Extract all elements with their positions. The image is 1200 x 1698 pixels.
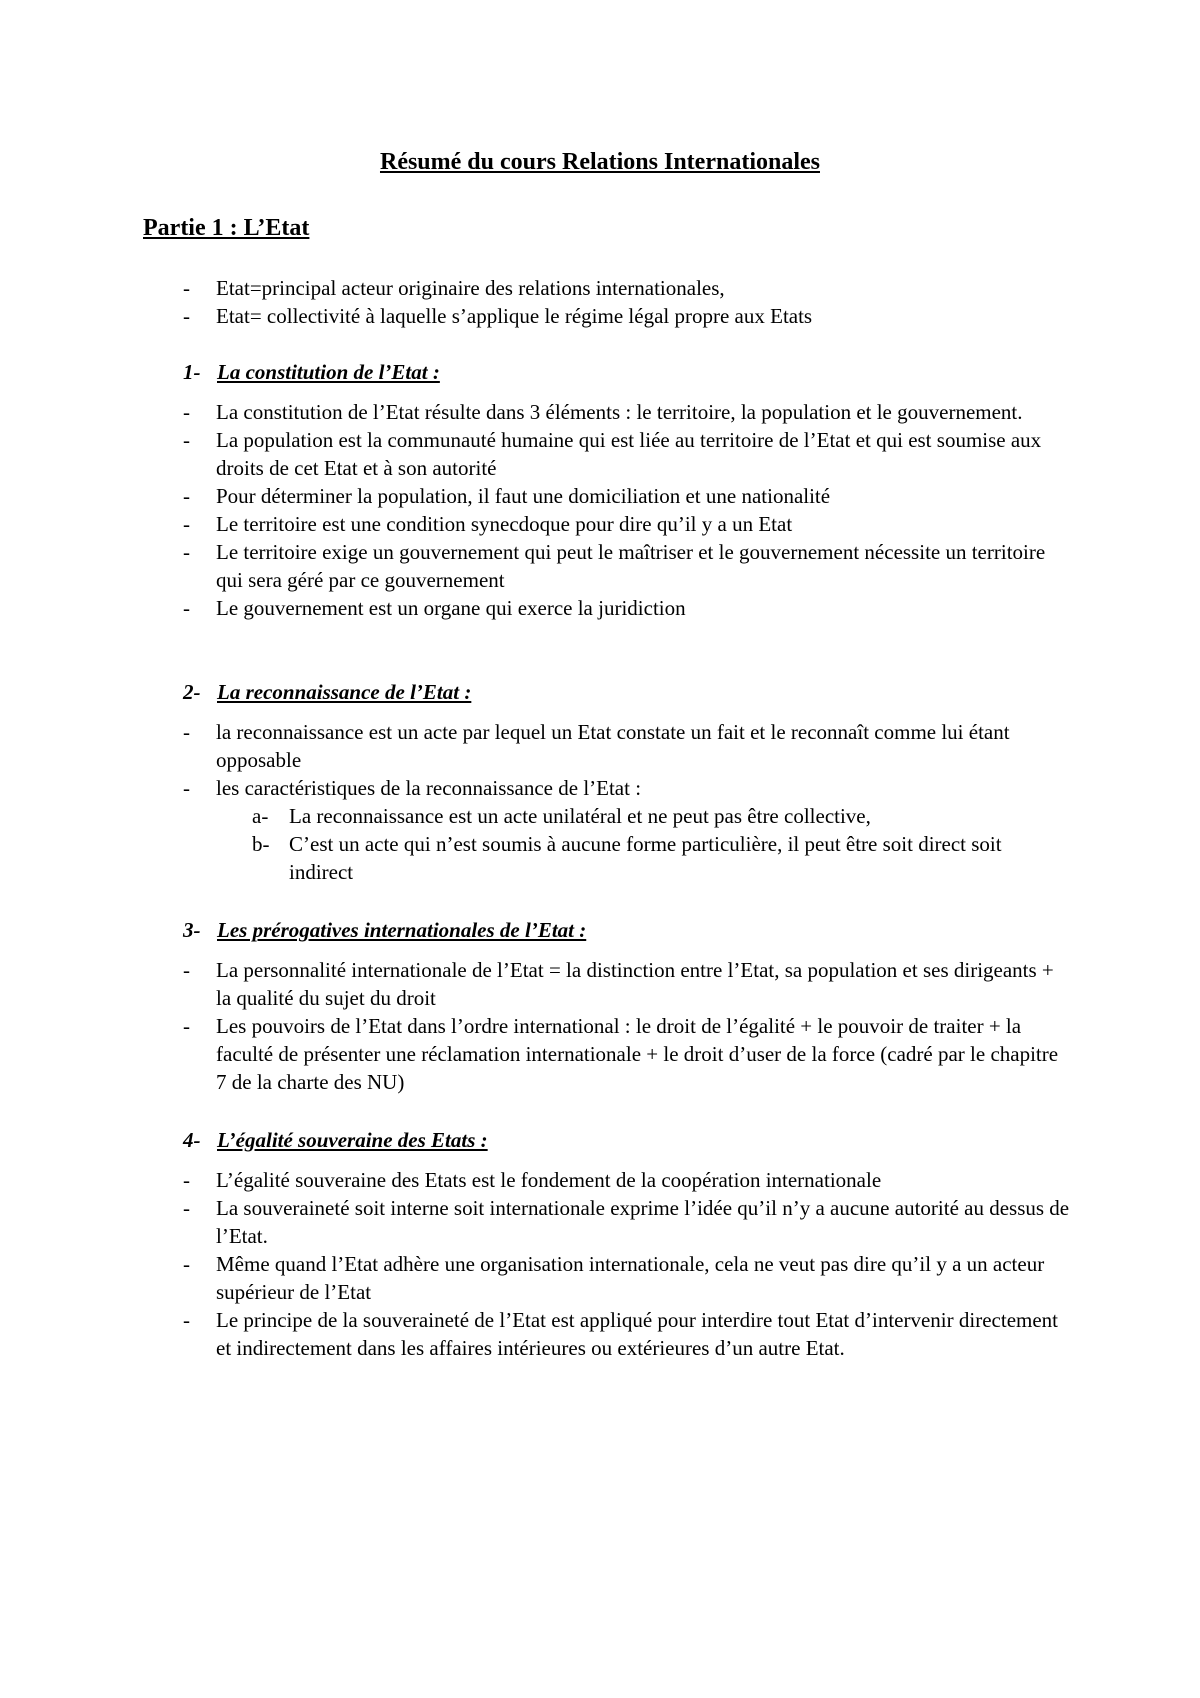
section-number: 4- bbox=[183, 1128, 201, 1152]
bullet-dash: - bbox=[183, 484, 190, 508]
list-item bbox=[0, 482, 1200, 510]
bullet-dash: - bbox=[183, 720, 190, 744]
section-heading-3 bbox=[183, 916, 586, 944]
list-item bbox=[0, 538, 1200, 594]
bullet-text: la reconnaissance est un acte par lequel un Etat constate un fait et le reconnaît comme lui étant opposable bbox=[216, 720, 1010, 772]
bullet-text: Le territoire est une condition synecdoque pour dire qu’il y a un Etat bbox=[216, 512, 793, 536]
bullet-text: Etat= collectivité à laquelle s’applique le régime légal propre aux Etats bbox=[216, 304, 813, 328]
sub-item-text: C’est un acte qui n’est soumis à aucune forme particulière, il peut être soit direct soit indirect bbox=[289, 832, 1002, 884]
bullet-dash: - bbox=[183, 540, 190, 564]
section-number: 2- bbox=[183, 680, 201, 704]
bullet-text: Le principe de la souveraineté de l’Etat est appliqué pour interdire tout Etat d’intervenir directement et indirectement dans les affaires intérieures ou extérieures d’un autre Etat. bbox=[216, 1308, 1058, 1360]
bullet-dash: - bbox=[183, 400, 190, 424]
section-heading-text: Les prérogatives internationales de l’Etat : bbox=[217, 918, 587, 942]
section-4-bullet-list bbox=[0, 1166, 1200, 1362]
bullet-text: Etat=principal acteur originaire des relations internationales, bbox=[216, 276, 725, 300]
list-item bbox=[0, 774, 1200, 802]
section-heading-text: L’égalité souveraine des Etats : bbox=[217, 1128, 488, 1152]
bullet-dash: - bbox=[183, 428, 190, 452]
bullet-text: Le territoire exige un gouvernement qui peut le maîtriser et le gouvernement nécessite un territoire qui sera géré par ce gouvernement bbox=[216, 540, 1046, 592]
bullet-text: les caractéristiques de la reconnaissance de l’Etat : bbox=[216, 776, 642, 800]
section-heading-4 bbox=[183, 1126, 488, 1154]
section-1-bullet-list bbox=[0, 398, 1200, 622]
list-item bbox=[0, 426, 1200, 482]
bullet-dash: - bbox=[183, 776, 190, 800]
section-2-bullet-list bbox=[0, 718, 1200, 886]
section-heading-text: La reconnaissance de l’Etat : bbox=[217, 680, 472, 704]
bullet-dash: - bbox=[183, 596, 190, 620]
bullet-text: La souveraineté soit interne soit internationale exprime l’idée qu’il n’y a aucune autorité au dessus de l’Etat. bbox=[216, 1196, 1070, 1248]
list-item bbox=[0, 274, 1200, 302]
sub-item-text: La reconnaissance est un acte unilatéral et ne peut pas être collective, bbox=[289, 804, 871, 828]
list-item bbox=[0, 718, 1200, 774]
section-heading-text: La constitution de l’Etat : bbox=[217, 360, 440, 384]
sub-list-item bbox=[0, 802, 1200, 830]
bullet-dash: - bbox=[183, 1014, 190, 1038]
section-3-bullet-list bbox=[0, 956, 1200, 1096]
bullet-text: L’égalité souveraine des Etats est le fondement de la coopération internationale bbox=[216, 1168, 882, 1192]
section-heading-2 bbox=[183, 678, 471, 706]
list-item bbox=[0, 1012, 1200, 1096]
list-item bbox=[0, 1194, 1200, 1250]
sub-item-letter: b- bbox=[252, 832, 270, 856]
bullet-dash: - bbox=[183, 512, 190, 536]
list-item bbox=[0, 1166, 1200, 1194]
bullet-text: Le gouvernement est un organe qui exerce la juridiction bbox=[216, 596, 686, 620]
bullet-text: La constitution de l’Etat résulte dans 3 éléments : le territoire, la population et le gouvernement. bbox=[216, 400, 1023, 424]
bullet-text: Pour déterminer la population, il faut une domiciliation et une nationalité bbox=[216, 484, 831, 508]
list-item bbox=[0, 510, 1200, 538]
list-item bbox=[0, 398, 1200, 426]
list-item bbox=[0, 1306, 1200, 1362]
bullet-dash: - bbox=[183, 304, 190, 328]
list-item bbox=[0, 956, 1200, 1012]
section-number: 3- bbox=[183, 918, 201, 942]
sub-item-letter: a- bbox=[252, 804, 269, 828]
part-title: Partie 1 : L’Etat bbox=[143, 215, 310, 241]
bullet-text: Même quand l’Etat adhère une organisation internationale, cela ne veut pas dire qu’il y a un acteur supérieur de l’Etat bbox=[216, 1252, 1045, 1304]
list-item bbox=[0, 594, 1200, 622]
document-title: Résumé du cours Relations Internationales bbox=[379, 149, 820, 175]
section-number: 1- bbox=[183, 360, 201, 384]
bullet-dash: - bbox=[183, 1308, 190, 1332]
list-item bbox=[0, 1250, 1200, 1306]
list-item bbox=[0, 302, 1200, 330]
sub-list-item bbox=[0, 830, 1200, 886]
bullet-dash: - bbox=[183, 1196, 190, 1220]
bullet-dash: - bbox=[183, 958, 190, 982]
bullet-text: La population est la communauté humaine qui est liée au territoire de l’Etat et qui est soumise aux droits de cet Etat et à son autorité bbox=[216, 428, 1042, 480]
bullet-dash: - bbox=[183, 1168, 190, 1192]
intro-bullet-list bbox=[0, 274, 1200, 330]
bullet-text: La personnalité internationale de l’Etat = la distinction entre l’Etat, sa population et ses dirigeants + la qualité du sujet du droit bbox=[216, 958, 1054, 1010]
section-heading-1 bbox=[183, 358, 440, 386]
bullet-dash: - bbox=[183, 1252, 190, 1276]
bullet-dash: - bbox=[183, 276, 190, 300]
bullet-text: Les pouvoirs de l’Etat dans l’ordre international : le droit de l’égalité + le pouvoir de traiter + la faculté de présenter une réclamation internationale + le droit d’user de la force (cadré par le chapitre 7 de la charte des NU) bbox=[216, 1014, 1059, 1094]
